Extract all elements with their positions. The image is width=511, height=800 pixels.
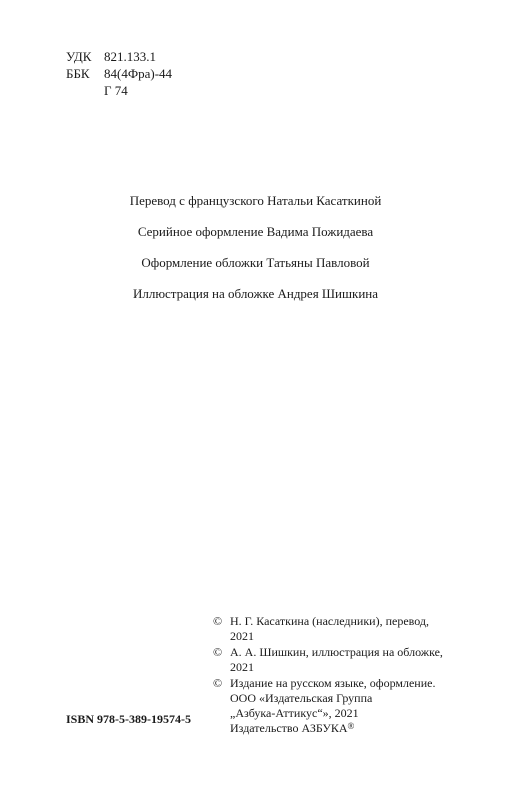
- copyright-line: А. А. Шишкин, иллюстрация на обложке,: [230, 645, 443, 659]
- author-mark: Г 74: [104, 83, 128, 98]
- udk-row: [66, 48, 172, 65]
- copyright-line: „Азбука-Аттикус“», 2021: [230, 706, 359, 720]
- bbk-row: [66, 65, 172, 82]
- copyright-symbol: ©: [213, 645, 223, 659]
- bbk-value: 84(4Фра)-44: [104, 66, 173, 81]
- credits-block: [0, 192, 511, 316]
- publisher-line: [230, 721, 463, 736]
- copyright-line: ООО «Издательская Группа: [230, 691, 373, 705]
- credit-translation: Перевод с французского Натальи Касаткиной: [129, 193, 382, 208]
- classification-codes: [66, 48, 172, 99]
- copyright-line: Н. Г. Касаткина (наследники), перевод,: [230, 614, 429, 628]
- copyright-line: 2021: [230, 660, 254, 674]
- copyright-line: Издание на русском языке, оформление.: [230, 676, 436, 690]
- credit-cover-design: Оформление обложки Татьяны Павловой: [141, 255, 370, 270]
- copyright-illustration: [213, 645, 463, 675]
- copyright-symbol: ©: [213, 676, 223, 690]
- credit-cover-illustration: Иллюстрация на обложке Андрея Шишкина: [132, 286, 379, 301]
- udk-label: УДК: [66, 49, 92, 64]
- copyright-symbol: ©: [213, 614, 223, 628]
- registered-mark: ®: [347, 721, 355, 731]
- publisher-name: Издательство АЗБУКА: [230, 721, 348, 735]
- copyright-block: [213, 614, 463, 737]
- isbn: ISBN 978-5-389-19574-5: [66, 712, 191, 726]
- credit-series-design: Серийное оформление Вадима Пожидаева: [137, 224, 374, 239]
- copyright-translation: [213, 614, 463, 644]
- bbk-label: ББК: [66, 66, 90, 81]
- copyright-line: 2021: [230, 629, 254, 643]
- udk-value: 821.133.1: [104, 49, 156, 64]
- author-mark-row: [66, 82, 172, 99]
- copyright-edition: [213, 676, 463, 736]
